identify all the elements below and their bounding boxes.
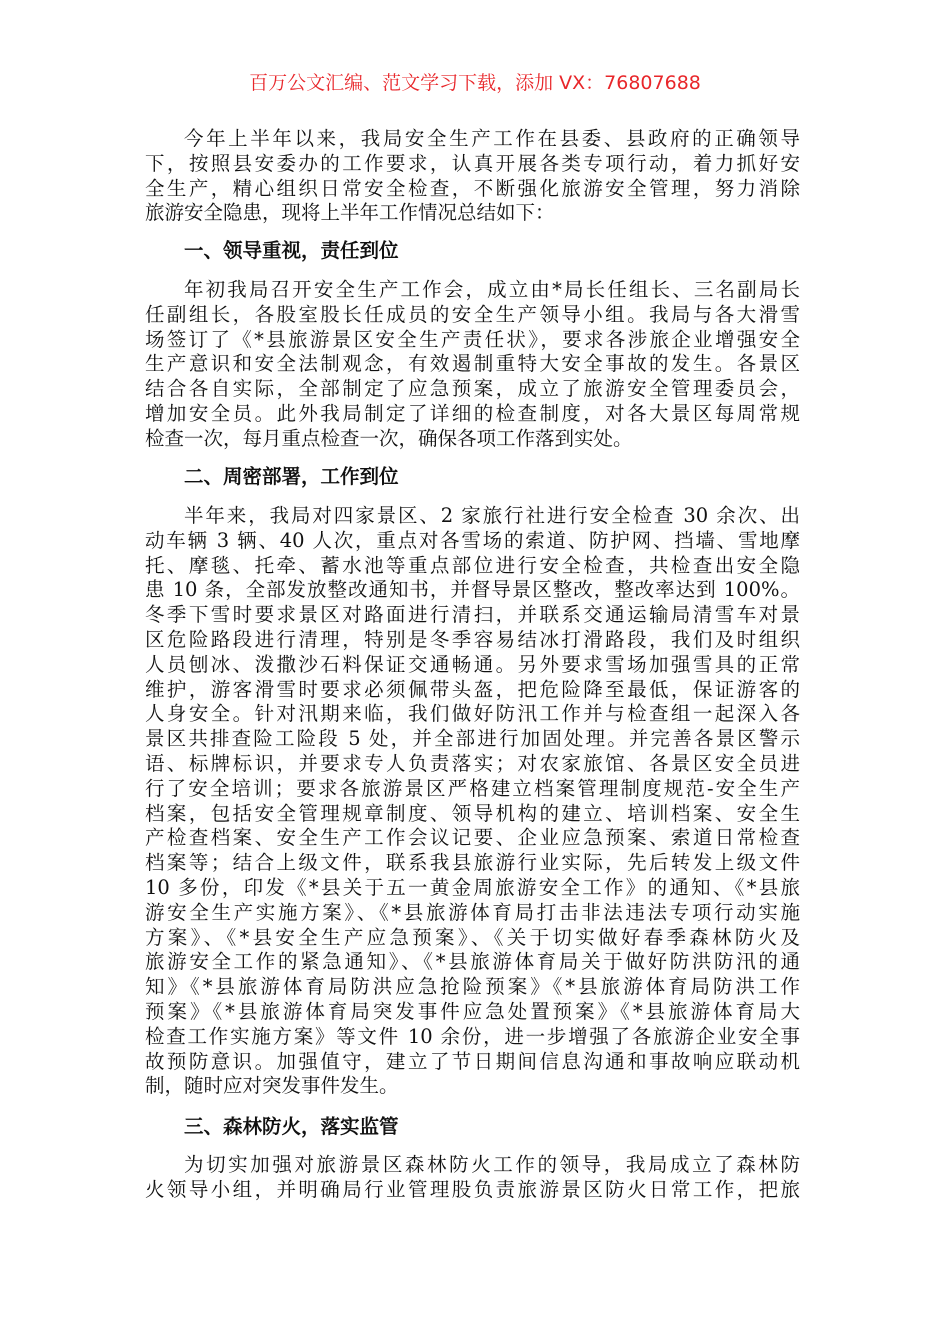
text-line: 人身安全。针对汛期来临，我们做好防汛工作并与检查组一起深入各 — [145, 702, 800, 726]
section-3-paragraph — [145, 1153, 800, 1203]
text-line: 任副组长，各股室股长任成员的安全生产领导小组。我局与各大滑雪 — [145, 302, 800, 326]
section-2-paragraph — [145, 504, 800, 1099]
text-line: 行了安全培训；要求各旅游景区严格建立档案管理制度规范-安全生产 — [145, 776, 800, 800]
text-line: 旅游安全隐患，现将上半年工作情况总结如下： — [145, 201, 555, 225]
watermark-banner: 百万公文汇编、范文学习下载，添加 VX：76807688 — [249, 72, 701, 94]
text-line: 知》《*县旅游体育局防洪应急抢险预案》《*县旅游体育局防洪工作 — [145, 975, 800, 999]
text-line: 游安全生产实施方案》、《*县旅游体育局打击非法违法专项行动实施 — [145, 900, 800, 924]
section-heading-1: 一、领导重视，责任到位 — [184, 239, 399, 262]
text-line: 年初我局召开安全生产工作会，成立由*局长任组长、三名副局长 — [184, 278, 800, 301]
text-line: 场签订了《*县旅游景区安全生产责任状》，要求各涉旅企业增强安全 — [145, 327, 800, 351]
text-line: 今年上半年以来，我局安全生产工作在县委、县政府的正确领导 — [184, 127, 800, 150]
text-line: 半年来，我局对四家景区、2 家旅行社进行安全检查 30 余次、出 — [184, 504, 800, 527]
text-line: 维护，游客滑雪时要求必须佩带头盔，把危险降至最低，保证游客的 — [145, 677, 800, 701]
section-heading-2: 二、周密部署，工作到位 — [184, 465, 399, 488]
text-line: 人员刨冰、泼撒沙石料保证交通畅通。另外要求雪场加强雪具的正常 — [145, 652, 800, 676]
text-line: 档案，包括安全管理规章制度、领导机构的建立、培训档案、安全生 — [145, 801, 800, 825]
section-heading-3: 三、森林防火，落实监管 — [184, 1115, 399, 1138]
text-line: 动车辆 3 辆、40 人次，重点对各雪场的索道、防护网、挡墙、雪地摩 — [145, 528, 800, 552]
text-line: 产检查档案、安全生产工作会议记要、企业应急预案、索道日常检查 — [145, 826, 800, 850]
text-line: 托、摩毯、托牵、蓄水池等重点部位进行安全检查，共检查出安全隐 — [145, 553, 800, 577]
text-line: 景区共排查险工险段 5 处，并全部进行加固处理。并完善各景区警示 — [145, 727, 800, 751]
text-line: 方案》、《*县安全生产应急预案》、《关于切实做好春季森林防火及 — [145, 925, 800, 949]
text-line: 结合各自实际，全部制定了应急预案，成立了旅游安全管理委员会， — [145, 377, 800, 401]
section-1-paragraph — [145, 278, 800, 452]
text-line: 冬季下雪时要求景区对路面进行清扫，并联系交通运输局清雪车对景 — [145, 603, 800, 627]
text-line: 档案等；结合上级文件，联系我县旅游行业实际，先后转发上级文件 — [145, 851, 800, 875]
text-line: 全生产，精心组织日常安全检查，不断强化旅游安全管理，努力消除 — [145, 176, 800, 200]
text-line: 为切实加强对旅游景区森林防火工作的领导，我局成立了森林防 — [184, 1153, 800, 1176]
intro-paragraph — [145, 127, 800, 226]
text-line: 10 多份，印发《*县关于五一黄金周旅游安全工作》的通知、《*县旅 — [145, 875, 800, 899]
text-line: 语、标牌标识，并要求专人负责落实；对农家旅馆、各景区安全员进 — [145, 751, 800, 775]
text-line: 火领导小组，并明确局行业管理股负责旅游景区防火日常工作，把旅 — [145, 1177, 800, 1201]
text-line: 患 10 条，全部发放整改通知书，并督导景区整改，整改率达到 100%。 — [145, 578, 800, 602]
text-line: 区危险路段进行清理，特别是冬季容易结冰打滑路段，我们及时组织 — [145, 627, 800, 651]
text-line: 检查工作实施方案》等文件 10 余份，进一步增强了各旅游企业安全事 — [145, 1024, 800, 1048]
text-line: 检查一次，每月重点检查一次，确保各项工作落到实处。 — [145, 426, 633, 450]
text-line: 制，随时应对突发事件发生。 — [145, 1074, 399, 1098]
text-line: 预案》《*县旅游体育局突发事件应急处置预案》《*县旅游体育局大 — [145, 999, 800, 1023]
text-line: 增加安全员。此外我局制定了详细的检查制度，对各大景区每周常规 — [145, 401, 800, 425]
text-line: 故预防意识。加强值守，建立了节日期间信息沟通和事故响应联动机 — [145, 1049, 800, 1073]
text-line: 下，按照县安委办的工作要求，认真开展各类专项行动，着力抓好安 — [145, 151, 800, 175]
text-line: 旅游安全工作的紧急通知》、《*县旅游体育局关于做好防洪防汛的通 — [145, 950, 800, 974]
text-line: 生产意识和安全法制观念，有效遏制重特大安全事故的发生。各景区 — [145, 352, 800, 376]
